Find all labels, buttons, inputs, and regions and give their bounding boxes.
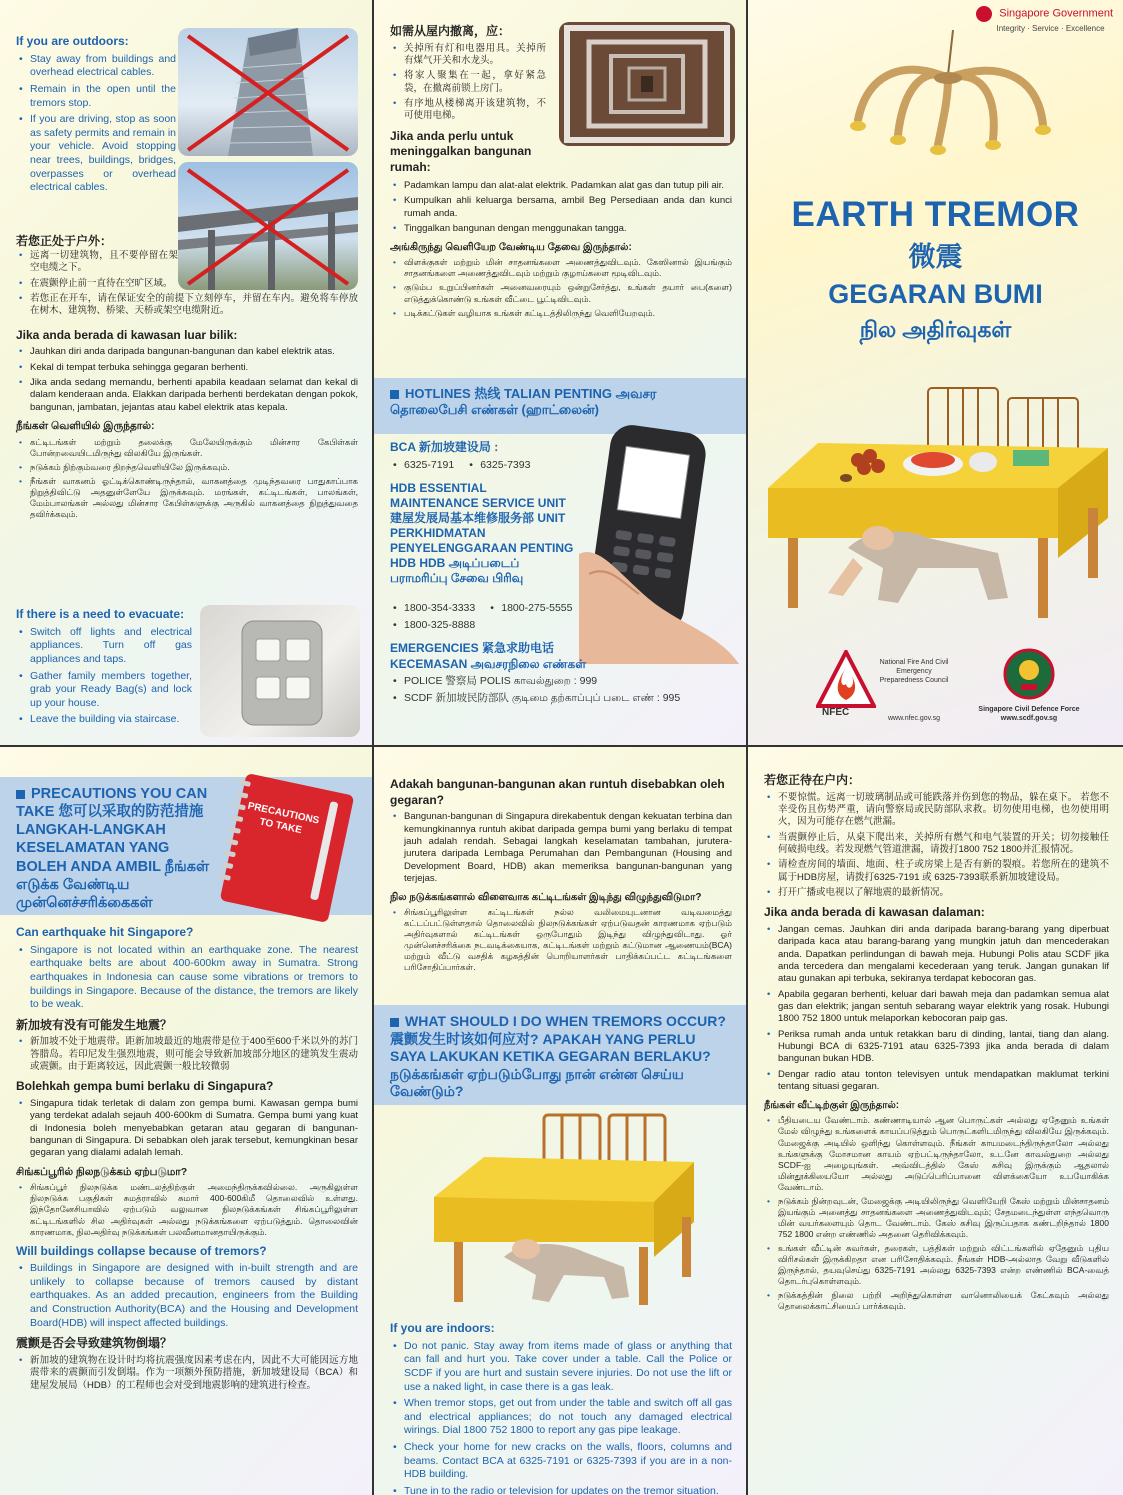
list-item: • 在震颤停止前一直待在空旷区域。 <box>16 278 178 290</box>
indoors-ta-heading: நீங்கள் வீட்டிற்குள் இருந்தால்: <box>764 1100 900 1112</box>
bca-label: BCA 新加坡建设局 : <box>390 440 499 454</box>
hotlines-title: HOTLINES 热线 TALIAN PENTING அவசர தொலைபேசி எண்கள் (ஹாட்லைன்) <box>390 386 657 418</box>
phone-number: • 1800-275-5555 <box>487 602 572 616</box>
list-item: • 将家人聚集在一起，拿好紧急袋，在撤离前锁上房门。 <box>390 70 546 95</box>
outdoors-ta-heading: நீங்கள் வெளியில் இருந்தால்: <box>16 420 155 433</box>
list-item: • Jika anda sedang memandu, berhenti apabila keadaan selamat dan kekal di dalam kenderaan anda. Elakkan daripada berhenti berdekatan dengan pokok, bangunan, jambatan, jejantas atau kabel elektrik atas kepala. <box>16 377 358 414</box>
outdoors-en-block <box>16 34 176 198</box>
list-item: • Leave the building via staircase. <box>16 713 192 727</box>
list-item: • கட்டிடங்கள் மற்றும் தலைக்கு மேலேயிருக்கும் மின்சார கேபிள்கள் போன்றவையிடமிருந்து விலகியே இருங்கள். <box>16 437 358 459</box>
list-item: • Dengar radio atau tonton televisyen untuk mendapatkan maklumat terkini tentang situasi gegaran. <box>764 1069 1109 1094</box>
collapse-a-ta-list <box>390 907 732 973</box>
emergencies-label: EMERGENCIES 紧急求助电话 KECEMASAN அவசரநிலை எண்கள் <box>390 641 587 671</box>
faq-q1: Can earthquake hit Singapore? <box>16 925 194 939</box>
hdb-label: HDB ESSENTIAL MAINTENANCE SERVICE UNIT 建屋发展局基本维修服务部 UNIT PERKHIDMATAN PENYELENGGARAAN PENTING HDB HDB அடிப்படைப் பராமரிப்பு சேவை பிரிவு <box>390 481 574 586</box>
indoors-cn-list <box>764 792 1109 900</box>
leaving-cn-block <box>390 24 546 178</box>
list-item: • If you are driving, stop as soon as safety permits and remain in your vehicle. Avoid stopping near trees, buildings, bridges, overpasses or overhead electrical cables. <box>16 113 176 195</box>
outdoors-heading: If you are outdoors: <box>16 34 129 48</box>
list-item: • Kekal di tempat terbuka sehingga gegaran berhenti. <box>16 362 358 374</box>
outdoors-cn-block <box>16 228 176 253</box>
leaving-cn-heading: 如需从屋内撤离，应： <box>390 24 511 38</box>
indoors-other-block <box>764 773 1109 1315</box>
evacuate-heading: If there is a need to evacuate: <box>16 607 185 621</box>
list-item: • Do not panic. Stay away from items made of glass or anything that can fall and hurt you. Take cover under a table. Call the Police or SCDF if you are hurt and sustain severe injuries. Do not use the lift or use a naked light, in case there is a gas leak. <box>390 1340 732 1395</box>
emergency-numbers <box>390 675 732 705</box>
leaving-ta-heading: அங்கிருந்து வெளியேற வேண்டிய தேவை இருந்தால்: <box>390 242 632 254</box>
list-item: • Remain in the open until the tremors stop. <box>16 83 176 110</box>
list-item: • Buildings in Singapore are designed with in-built strength and are unlikely to collapse because of tremors caused by distant earthquakes. As an added precaution, engineers from the Building and Construction Authority(BCA) and the Housing and Development Board(HDB) will inspect affected buildings. <box>16 1262 358 1330</box>
leaving-ta-list <box>390 257 732 318</box>
list-item: • Padamkan lampu dan alat-alat elektrik. Padamkan alat gas dan tutup pili air. <box>390 180 732 192</box>
list-item: • படிக்கட்டுகள் வழியாக உங்கள் கட்டிடத்திலிருந்து வெளியேறவும். <box>390 308 732 319</box>
faq-a1-list <box>16 944 358 1012</box>
list-item: • Singapore is not located within an earthquake zone. The nearest earthquake belts are about 400-600km away in Sumatra. Strong earthquakes in Indonesia can cause some vibrations or tremors to buildings in Singapore. Because of the distance, the tremors are likely to be weak. <box>16 944 358 1012</box>
outdoors-cn-heading: 若您正处于户外： <box>16 234 113 248</box>
lion-head-icon <box>976 6 992 22</box>
faq-q1-my: Bolehkah gempa bumi berlaku di Singapura? <box>16 1079 274 1094</box>
building-photo <box>178 28 358 156</box>
phone-number: • 1800-325-8888 <box>390 619 475 633</box>
bca-numbers <box>390 459 576 476</box>
title-my: GEGARAN BUMI <box>828 278 1043 309</box>
list-item: • Tune in to the radio or television for updates on the tremor situation. <box>390 1485 732 1495</box>
faq-q1-ta: சிங்கப்பூரில் நிலநடுக்கம் ஏற்படுமா? <box>16 1165 188 1178</box>
indoors-cn-heading: 若您正待在户内： <box>764 773 861 787</box>
what-to-do-title: WHAT SHOULD I DO WHEN TREMORS OCCUR? 震颤发生时该如何应对? APAKAH YANG PERLU SAYA LAKUKAN KETIKA GEGARAN BERLAKU? நடுக்கங்கள் ஏற்படும்போது நான் என்ன செய்ய வேண்டும்? <box>390 1013 726 1099</box>
list-item: • 打开广播或电视以了解地震的最新情况。 <box>764 887 1109 899</box>
nfec-url: www.nfec.gov.sg <box>887 715 940 722</box>
faq-q2-cn: 震颤是否会导致建筑物倒塌？ <box>16 1336 173 1351</box>
notebook-illustration <box>212 773 362 923</box>
title-block <box>748 192 1123 344</box>
list-item: • நடுக்கம் நின்றவுடன், மேஜைக்கு அடியிலிருந்து வெளியேறி கேஸ் மற்றும் மின்சாதனம் இயங்கும் அனைத்து சாதனங்களை அணைத்துவிடவும்; சேதமடைந்துள்ள எந்தவொரு மின் வயர்களையும் தொட வேண்டாம். கேஸ் கசிவு இருப்பதாக கண்டறிந்தால் 1800 752 1800 என்ற எண்ணில் அதனை தெரிவிக்கவும். <box>764 1196 1109 1240</box>
outdoors-my-heading: Jika anda berada di kawasan luar bilik: <box>16 327 238 342</box>
list-item: • Periksa rumah anda untuk retakkan baru di dinding, lantai, tiang dan alang. Hubungi BCA di 6325-7191 atau 6325-7393 jika anda berada di dalam bangunan bukan HDB. <box>764 1029 1109 1066</box>
list-item: • Stay away from buildings and overhead electrical cables. <box>16 53 176 80</box>
police-number: • POLICE 警察局 POLIS காவல்துறை : 999 <box>390 675 732 689</box>
phone-number: • 6325-7393 <box>466 459 530 473</box>
list-item: • உங்கள் வீட்டின் சுவர்கள், தரைகள், பத்திகள் மற்றும் விட்டங்களில் ஏதேனும் புதிய விரிசல்கள் இருக்கிறதா என பரிசோதிக்கவும். நீங்கள் HDB-அல்லாத வேறு வீடுகளில் இருந்தால், தயவுசெய்து 6325-7191 அல்லது 6325-7393 என்ற எண்ணில் BCA-வைத் தொடர்புகொள்ளவும். <box>764 1243 1109 1287</box>
gov-name: Singapore Government <box>999 7 1113 20</box>
list-item: • 远离一切建筑物，且不要停留在架空电缆之下。 <box>16 250 178 275</box>
indoors-list <box>390 1340 732 1495</box>
notebook-label: PRECAUTIONS TO TAKE <box>246 800 321 837</box>
list-item: • Bangunan-bangunan di Singapura direkabentuk dengan kekuatan terbina dan kemungkinannya runtuh akibat daripada gempa bumi yang berlaku di tempat jauh adalah rendah. Sebagai langkah keselamatan tambahan, jurutera-jurutera daripada Lembaga Perumahan dan Pembangunan (Housing and Development Board, HDB) akan memeriksa bangunan-bangunan yang terjejas. <box>390 811 732 885</box>
outdoors-cn-list-wrap <box>16 250 358 523</box>
list-item: • Apabila gegaran berhenti, keluar dari bawah meja dan padamkan semua alat gas dan elektrik; jangan sentuh sebarang wayar elektrik yang rosak. Hubungi 1800 752 1800 untuk melaporkan kebocoran paip gas. <box>764 989 1109 1026</box>
list-item: • சிங்கப்பூர் நிலநடுக்க மண்டலத்திற்குள் அமைந்திருக்கவில்லை. அருகிலுள்ள நிலநடுக்க பகுதிகள் சுமத்ராவில் சுமார் 400-600கிமீ தொலைவில் உள்ளது. இந்தோனேசியாவில் ஏற்படும் வலுவான நிலநடுக்கங்கள் சிங்கப்பூரிலுள்ள கட்டிடங்களில் சில அதிர்வுகள் அல்லது நடுக்கங்களை ஏற்படுத்தும். தொலைவின் காரணமாக, நிலஅதிர்வு நடுக்கங்கள் பலவீனமானதாயிருக்கும். <box>16 1182 358 1237</box>
outdoors-my-list <box>16 346 358 414</box>
leaving-my-block <box>390 180 732 322</box>
square-bullet-icon <box>390 1018 399 1027</box>
faq-q1-cn: 新加坡有没有可能发生地震？ <box>16 1017 173 1032</box>
list-item: • Gather family members together, grab your Ready Bag(s) and lock up your house. <box>16 670 192 711</box>
faq-q2: Will buildings collapse because of tremors? <box>16 1243 267 1258</box>
list-item: • 当震颤停止后，从桌下爬出来，关掉所有燃气和电气装置的开关；切勿接触任何破损电线。若发现燃气管道泄漏，请拨打1800 752 1800并汇报情况。 <box>764 832 1109 857</box>
title-en: EARTH TREMOR <box>791 195 1080 234</box>
panel-indoors-other <box>748 747 1123 1495</box>
nfec-abbr: NFEC <box>822 707 850 718</box>
evacuate-list <box>16 626 192 727</box>
panel-precautions <box>0 747 372 1495</box>
precautions-faq <box>16 925 358 1395</box>
list-item: • 不要惊慌。远离一切玻璃制品或可能跌落并伤到您的物品，躲在桌下。 若您不幸受伤且伤势严重，请向警察局或民防部队求救。切勿使用电梯，也勿使用明火，因为可能存在燃气泄漏。 <box>764 792 1109 829</box>
outdoors-ta-list <box>16 437 358 520</box>
precautions-title: PRECAUTIONS YOU CAN TAKE 您可以采取的防范措施 LANGKAH-LANGKAH KESELAMATAN YANG BOLEH ANDA AMBIL நீங்கள் எடுக்க வேண்டிய முன்னெச்சரிக்கைகள் <box>16 786 210 911</box>
list-item: • 新加坡不处于地震带。距新加坡最近的地震带是位于400至600千米以外的苏门答腊岛。若印尼发生强烈地震，则可能会导致新加坡部分地区的建筑发生震动或震颤。由于距离较远，因此震颤一般比较微弱 <box>16 1036 358 1073</box>
hotlines-block <box>390 440 576 589</box>
list-item: • Jangan cemas. Jauhkan diri anda daripada barang-barang yang diperbuat daripada kaca atau barang-barang yang mungkin jatuh dan mencederakan anda. Dapatkan perlindungan di bawah meja. Hubungi Polis atau SCDF jika anda tercedera dan mengalami kecederaan yang teruk. Jangan gunakan lif atau gunakan api terbuka, sekiranya terdapat kebocoran gas. <box>764 924 1109 986</box>
list-item: • குடும்ப உறுப்பினர்கள் அனைவரையும் ஒன்றுசேர்த்து, உங்கள் தயார் பை(களை) எடுத்துக்கொண்டு உங்கள் வீட்டை பூட்டிவிடவும். <box>390 282 732 304</box>
list-item: • When tremor stops, get out from under the table and switch off all gas and electrical appliances; do not touch any damaged electrical wirings. Dial 1800 752 1800 to report any gas pipe leakage. <box>390 1397 732 1438</box>
indoors-my-heading: Jika anda berada di kawasan dalaman: <box>764 905 985 920</box>
nfec-logo <box>816 650 956 725</box>
list-item: • 关掉所有灯和电器用具。关掉所有煤气开关和水龙头。 <box>390 43 546 68</box>
list-item: • Check your home for new cracks on the walls, floors, columns and beams. Contact BCA at 6325-7191 or 6325-7393 if you are in a non-HDB building. <box>390 1441 732 1482</box>
table-person-illustration <box>758 378 1118 628</box>
list-item: • Singapura tidak terletak di dalam zon gempa bumi. Kawasan gempa bumi yang terdekat adalah sejauh 400-600km di Sumatra. Gempa bumi yang kuat di Indonesia boleh menyebabkan getaran atau gegaran di bangunan-bangunan di Singapura. Di sebabkan oleh jarak tersebut, kemungkinan besar gegaran yang dialami adalah lemah. <box>16 1098 358 1160</box>
faq-a1-ta-list <box>16 1182 358 1237</box>
leaving-cn-list <box>390 43 546 123</box>
list-item: • 有序地从楼梯离开该建筑物，不可使用电梯。 <box>390 98 546 123</box>
list-item: • Switch off lights and electrical appliances. Turn off gas appliances and taps. <box>16 626 192 667</box>
list-item: • நீங்கள் வாகனம் ஓட்டிக்கொண்டிருந்தால், வாகனத்தை முடிந்தவரை பாதுகாப்பாக நிறுத்திவிட்டு அதனுள்ளேயே இருக்கவும். மரங்கள், கட்டிடங்கள், பாலங்கள், மேம்பாலங்கள் அல்லது மின்சார கேபிள்களுக்கு அருகில் வாகனத்தை நிறுத்துவதை தவிர்க்கவும். <box>16 476 358 520</box>
scdf-url: www.scdf.gov.sg <box>1000 714 1058 722</box>
phone-number: • 1800-354-3333 <box>390 602 475 616</box>
list-item: • சிங்கப்பூரிலுள்ள கட்டிடங்கள் நல்ல வலிமையுடனான வடிவமைத்து கட்டப்பட்டுள்ளதால் தொலைவில் நிலநடுக்கங்கள் ஏற்படுவதன் காரணமாக ஏற்படும் அதிர்வுகளால் கட்டிடங்கள் ஒருபோதும் இடிந்து விழுந்துவிடாது. ஓர் முன்னெச்சரிக்கை நடவடிக்கையாக, கட்டிடங்கள் மற்றும் கட்டுமான ஆணையம்(BCA) மற்றும் வீட்டு வசதிக் கழகத்தின் பொறியாளர்கள் பாதிக்கப்பட்ட கட்டிடங்களை பரிசோதிப்பார்கள். <box>390 907 732 973</box>
list-item: • Jauhkan diri anda daripada bangunan-bangunan dan kabel elektrik atas. <box>16 346 358 358</box>
leaving-my-list <box>390 180 732 235</box>
panel-cover <box>748 0 1123 745</box>
what-to-do-band <box>374 1005 746 1105</box>
table-cover-illustration <box>414 1107 714 1307</box>
indoors-my-list <box>764 924 1109 1093</box>
collapse-a-my-list <box>390 811 732 885</box>
leaving-my-heading: Jika anda perlu untuk meninggalkan bangunan rumah: <box>390 128 532 174</box>
nfec-name: National Fire And Civil Emergency Preparedness Council <box>879 659 949 685</box>
list-item: • 新加坡的建筑物在设计时均将抗震强度因素考虑在内，因此不大可能因远方地震带来的震颤而引发倒塌。作为一项额外预防措施，新加坡建设局（BCA）和建屋发展局（HDB）的工程师也会对受到地震影响的建筑进行检查。 <box>16 1355 358 1392</box>
indoors-ta-list <box>764 1115 1109 1312</box>
list-item: • 若您正在开车，请在保证安全的前提下立刻停车，并留在车内。避免将车停放在树木、建筑物、桥梁、天桥或架空电缆附近。 <box>16 293 358 318</box>
list-item: • விளக்குகள் மற்றும் மின் சாதனங்களை அணைத்துவிடவும். கேஸினால் இயங்கும் சாதனங்களை அணைத்துவிடவும் மற்றும் குழாய்களை மூடிவிடவும். <box>390 257 732 279</box>
indoors-heading: If you are indoors: <box>390 1321 495 1335</box>
list-item: • நடுக்கத்தின் நிலை பற்றி அறிந்துகொள்ள வானொலியைக் கேட்கவும் அல்லது தொலைக்காட்சியைப் பார்க்கவும். <box>764 1290 1109 1312</box>
list-item: • Tinggalkan bangunan dengan menggunakan tangga. <box>390 223 732 235</box>
panel-leaving-hotlines <box>374 0 746 745</box>
light-switch-photo <box>200 605 360 737</box>
hdb-numbers <box>390 602 590 635</box>
square-bullet-icon <box>390 390 399 399</box>
faq-a1-my-list <box>16 1098 358 1160</box>
phone-number: • 6325-7191 <box>390 459 454 473</box>
scdf-name: Singapore Civil Defence Force <box>978 705 1080 713</box>
list-item: • நடுக்கம் நிற்கும்வரை திறந்தவெளியிலே இருக்கவும். <box>16 462 358 473</box>
collapse-q-my: Adakah bangunan-bangunan akan runtuh disebabkan oleh gegaran? <box>390 777 725 807</box>
scdf-logo <box>954 648 1104 728</box>
title-ta: நில அதிர்வுகள் <box>859 316 1012 342</box>
collapse-block <box>390 777 732 977</box>
staircase-photo <box>559 22 735 146</box>
chandelier-illustration <box>828 30 1078 180</box>
scdf-number: • SCDF 新加坡民防部队 குடிமை தற்காப்புப் படை எண் : 995 <box>390 692 732 706</box>
faq-a2-cn-list <box>16 1355 358 1392</box>
gov-tagline: Integrity · Service · Excellence <box>996 24 1105 33</box>
panel-outdoors <box>0 0 372 745</box>
square-bullet-icon <box>16 790 25 799</box>
panel-what-to-do <box>374 747 746 1495</box>
evacuate-block <box>16 607 192 730</box>
outdoors-list <box>16 53 176 195</box>
hdb-numbers-block <box>390 602 732 709</box>
indoors-en-block <box>390 1321 732 1495</box>
collapse-q-ta: நில நடுக்கங்களால் விளைவாக கட்டிடங்கள் இடிந்து விழுந்துவிடுமா? <box>390 892 702 904</box>
title-cn: 微震 <box>908 241 963 272</box>
list-item: • Kumpulkan ahli keluarga bersama, ambil Beg Persediaan anda dan kunci rumah anda. <box>390 195 732 220</box>
list-item: • பீதியடைய வேண்டாம். கண்ணாடியால் ஆன பொருட்கள் அல்லது ஏதேனும் உங்கள் மேல் விழுந்து உங்களைக் காயப்படுத்தும் பொருட்களிடமிருந்து விலகியே இருக்கவும். மேஜைக்கு அடியில் ஒளிந்து கொள்ளவும். நீங்கள் காயமடைந்திருந்தாலோ அல்லது உங்களுக்கு மோசமான காயம் ஏற்பட்டிருந்தாலோ, உடனே காவல்துறை அல்லது SCDF-ஐ அழையுங்கள். அவ்விடத்தில் கேஸ் கசிவு இருக்கும் ஆதலால் மின்தூக்கியையோ அல்லது அடுப்பெரிப்பானை விளக்கையோ உபயோகிக்க வேண்டாம். <box>764 1115 1109 1192</box>
list-item: • 请检查房间的墙面、地面、柱子或房梁上是否有新的裂痕。若您所在的建筑不属于HDB房屋，请拨打6325-7191 或 6325-7393联系新加坡建设局。 <box>764 859 1109 884</box>
faq-a1-cn-list <box>16 1036 358 1073</box>
outdoors-cn-list <box>16 250 358 318</box>
faq-a2-list <box>16 1262 358 1330</box>
